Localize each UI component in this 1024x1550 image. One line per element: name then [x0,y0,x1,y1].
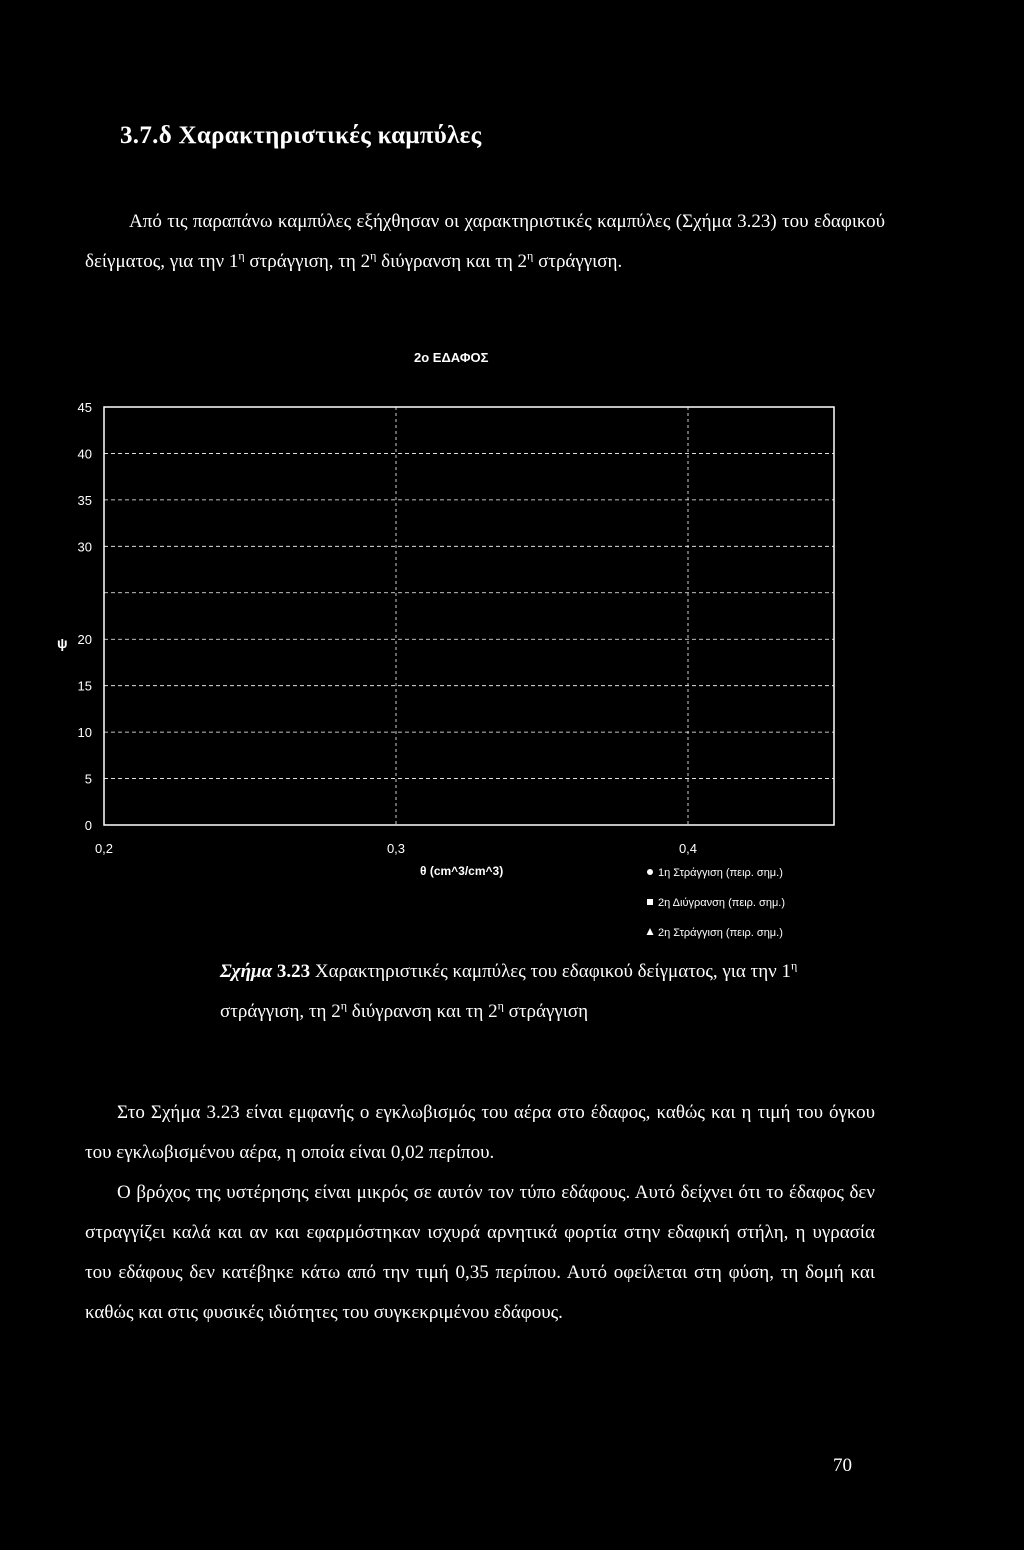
y-tick-label: 20 [77,632,92,648]
y-tick-label: 30 [77,539,92,555]
y-tick-labels [78,400,92,833]
y-tick-label: 0 [84,818,92,833]
intro-sup-2: η [370,248,377,263]
body-paragraph-2: Ο βρόχος της υστέρησης είναι μικρός σε αυτόν τον τύπο εδάφους. Αυτό δείχνει ότι το έδαφος δεν στραγγίζει καλά και αν και εφαρμόστηκαν ισχυρά αρνητικά φορτία στην εδαφική στήλη, η υγρασία του εδάφους δεν κατέβηκε κάτω από την τιμή 0,35 περίπου. Αυτό οφείλεται στη φύση, τη δομή και καθώς και στις φυσικές ιδιότητες του συγκεκριμένου εδάφους. [85,1182,875,1323]
caption-label: Σχήμα [220,961,273,982]
body-text [85,1093,875,1333]
legend-marker-square [647,899,653,905]
x-tick-label: 0,2 [94,841,114,856]
page-number: 70 [833,1455,852,1476]
intro-sup-3: η [527,248,534,263]
caption-sup-1: η [790,958,798,973]
intro-text-3: διύγρανση και τη 2 [376,251,528,272]
x-tick-labels [95,841,697,856]
figure-caption [220,952,920,1032]
legend-entry: 2η Διύγρανση (πειρ. σημ.) [658,897,786,909]
caption-sup-2: η [340,998,347,1013]
caption-sup-3: η [497,998,504,1013]
caption-text-2: στράγγιση, τη 2 [220,1001,341,1022]
body-paragraph-1: Στο Σχήμα 3.23 είναι εμφανής ο εγκλωβισμός του αέρα στο έδαφος, καθώς και η τιμή του όγκου του εγκλωβισμένου αέρα, η οποία είναι 0,02 περίπου. [85,1102,875,1163]
y-tick-label: 35 [77,492,92,508]
legend-marker-triangle [647,928,654,935]
section-heading: 3.7.δ Χαρακτηριστικές καμπύλες [120,122,482,149]
x-tick-label: 0,3 [386,841,406,856]
chart-legend [647,867,786,939]
intro-text-1: Από τις παραπάνω καμπύλες εξήχθησαν οι χαρακτηριστικές καμπύλες (Σχήμα 3.23) του εδαφικού δείγματος, για την 1 [85,211,885,272]
y-tick-label: 15 [77,678,92,694]
y-tick-label: 10 [77,725,92,741]
legend-entry: 1η Στράγγιση (πειρ. σημ.) [658,867,783,879]
intro-text-2: στράγγιση, τη 2 [244,251,371,272]
intro-paragraph [85,202,885,282]
legend-marker-circle [647,869,653,875]
caption-number: 3.23 [276,961,311,982]
y-tick-label: 40 [77,446,92,462]
caption-text-3: διύγρανση και τη 2 [347,1001,498,1022]
chart-grid [104,407,834,825]
x-tick-label: 0,4 [678,841,698,856]
legend-entry: 2η Στράγγιση (πειρ. σημ.) [658,927,783,939]
caption-text-4: στράγγιση [503,1001,589,1022]
y-axis-label: ψ [57,635,68,651]
x-axis-label: θ (cm^3/cm^3) [420,864,504,878]
y-tick-label: 45 [77,400,92,415]
caption-text-1: Χαρακτηριστικές καμπύλες του εδαφικού δείγματος, για την 1 [310,961,791,982]
y-tick-label: 5 [84,771,92,787]
intro-sup-1: η [238,248,245,263]
chart-title: 2ο ΕΔΑΦΟΣ [414,350,489,365]
plot-frame [104,407,834,825]
chart [0,380,1024,950]
intro-text-4: στράγγιση. [533,251,623,272]
